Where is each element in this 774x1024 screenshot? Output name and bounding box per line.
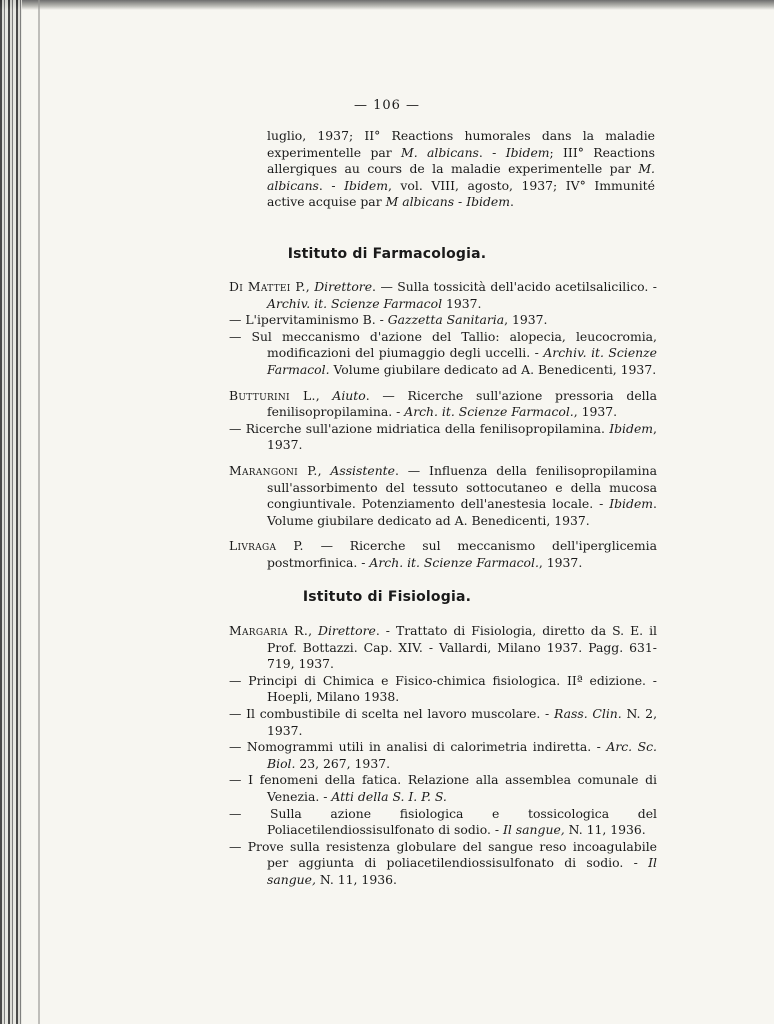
section-fisiologia-entries (229, 623, 657, 889)
italic-text: Ibidem (609, 420, 654, 436)
text-run: , (308, 623, 319, 638)
text-run: Volume giubilare dedicato ad A. Benedicenti, 1937. (329, 361, 657, 377)
page-number: — 106 — (353, 98, 421, 113)
italic-text: Ibidem (344, 177, 388, 193)
bibliography-entry (229, 538, 657, 571)
italic-text: Ibidem (505, 144, 550, 160)
text-run: , (317, 462, 331, 478)
italic-text: M. albicans (267, 161, 655, 193)
section-title-fisiologia: Istituto di Fisiologia. (302, 589, 472, 605)
bibliography-entry (229, 279, 657, 312)
text-run: , 1937. (267, 420, 657, 453)
entry-author: Marangoni P. (229, 462, 318, 478)
italic-text: Rass. Clin. (553, 705, 622, 721)
section-title-farmacologia: Istituto di Farmacologia. (287, 246, 487, 262)
text-run: 1937. (442, 295, 482, 311)
bibliography-entry (229, 421, 657, 454)
text-run: . — Sulla tossicità dell'acido acetilsalicilico. - (372, 279, 657, 294)
binding-shadow (38, 0, 40, 1024)
section-farmacologia-entries (229, 279, 657, 572)
bibliography-entry (229, 739, 657, 772)
text-run: . — Ricerche sull'azione pressoria della fenilisopropilamina. - (267, 387, 657, 420)
italic-text: Gazzetta Sanitaria (387, 312, 505, 328)
text-run: . — Influenza della fenilisopropilamina sull'assorbimento del tessuto sottocutaneo e della mucosa congiuntivale. Potenziamento dell'anestesia locale. - (267, 462, 657, 512)
text-run: , vol. VIII, agosto, 1937; IV° Immunité active acquise par (267, 177, 655, 210)
italic-text: Assistente (330, 462, 395, 478)
bibliography-entry (229, 673, 657, 706)
text-run: — Il combustibile di scelta nel lavoro muscolare. - (229, 705, 554, 721)
text-run: ; III° Reactions allergiques au cours de la maladie experimentelle par (267, 144, 655, 177)
italic-text: Arc. Sc. Biol. (267, 739, 657, 771)
text-run: — Nomogrammi utili in analisi di calorimetria indiretta. - (229, 739, 607, 755)
bibliography-entry (229, 706, 657, 739)
entry-author: Di Mattei P. (229, 279, 306, 294)
italic-text: Archiv. it. Scienze Farmacol. (267, 345, 657, 377)
bibliography-entry (229, 329, 657, 379)
text-run: N. 11, 1936. (315, 871, 397, 887)
bibliography-entry (229, 839, 657, 889)
text-run: , (315, 387, 333, 403)
italic-text: M albicans (385, 194, 455, 210)
text-run: . - Trattato di Fisiologia, diretto da S. E. il Prof. Bottazzi. Cap. XIV. - Vallardi, Milano 1937. Pagg. 631-719, 1937. (267, 623, 657, 672)
text-run: . Volume giubilare dedicato ad A. Benedicenti, 1937. (267, 496, 657, 528)
italic-text: Direttore (318, 623, 376, 638)
italic-text: Aiuto (332, 387, 366, 403)
text-run: — Ricerche sul meccanismo dell'iperglicemia postmorfinica. - (267, 538, 657, 570)
continuation-paragraph (267, 128, 655, 211)
text-run: , 1937. (538, 554, 583, 570)
bibliography-entry (229, 312, 657, 329)
text-run: — Principi di Chimica e Fisico-chimica fisiologica. IIª edizione. - Hoepli, Milano 1938. (229, 672, 657, 705)
page-top-edge (0, 0, 774, 10)
italic-text: Atti della S. I. P. S. (331, 788, 447, 804)
text-run: — Sul meccanismo d'azione del Tallio: alopecia, leucocromia, modificazioni del piumaggio degli uccelli. - (229, 328, 657, 361)
text-run: , 1937. (573, 404, 618, 420)
italic-text: Direttore (314, 279, 373, 294)
italic-text: Il sangue, (503, 822, 565, 838)
text-run: N. 2, 1937. (267, 705, 658, 738)
bibliography-entry (229, 623, 657, 673)
text-run: — Prove sulla resistenza globulare del sangue reso incoagulabile per aggiunta di poliacetilendiossisulfonato di sodio. - (229, 838, 657, 871)
bibliography-entry (229, 388, 657, 421)
bibliography-entry (229, 806, 657, 839)
entry-author: Livraga P. (229, 538, 304, 554)
text-run: luglio, 1937; II° Reactions humorales dans la maladie experimentelle par (267, 128, 655, 160)
italic-text: Archiv. it. Scienze Farmacol (267, 295, 443, 311)
text-run: N. 11, 1936. (564, 822, 646, 838)
text-run: - (454, 194, 467, 210)
text-run: . - (478, 144, 506, 160)
italic-text: Arch. it. Scienze Farmacol. (369, 554, 539, 570)
bibliography-entry (229, 463, 657, 529)
text-run: — L'ipervitaminismo B. - (229, 312, 388, 328)
entry-author: Margaria R. (229, 623, 309, 638)
italic-text: Ibidem (466, 194, 510, 210)
text-run: — I fenomeni della fatica. Relazione alla assemblea comunale di Venezia. - (229, 772, 657, 804)
italic-text: Ibidem (609, 496, 654, 512)
italic-text: Arch. it. Scienze Farmacol. (404, 404, 574, 420)
italic-text: M. albicans (401, 144, 479, 160)
italic-text: Il sangue, (267, 855, 657, 887)
text-run: , (305, 279, 315, 294)
text-run: . - (318, 177, 345, 193)
book-binding (0, 0, 22, 1024)
bibliography-entry (229, 772, 657, 805)
text-run: , 1937. (504, 312, 548, 328)
text-run: . (510, 194, 514, 210)
text-run: — Sulla azione fisiologica e tossicologica del Poliacetilendiossisulfonato di sodio. - (229, 805, 657, 838)
text-run: 23, 267, 1937. (295, 755, 391, 771)
text-run: — Ricerche sull'azione midriatica della fenilisopropilamina. (229, 420, 610, 436)
entry-author: Butturini L. (229, 387, 316, 403)
